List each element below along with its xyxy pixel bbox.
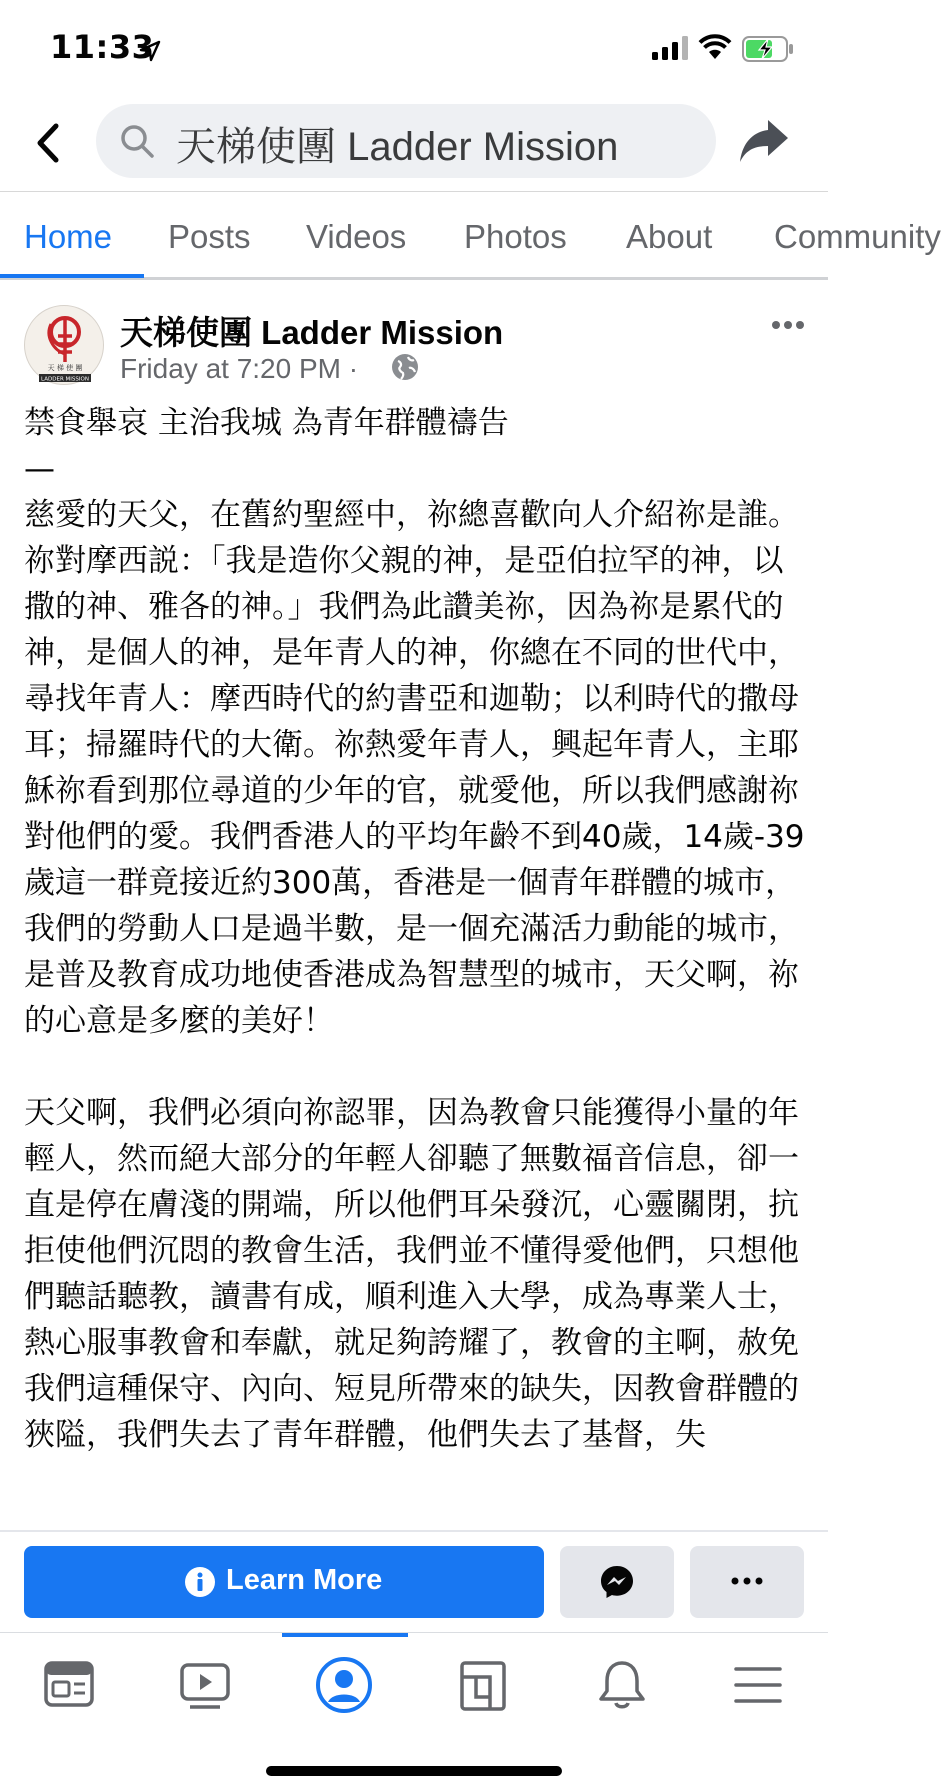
more-options-icon[interactable] bbox=[770, 319, 806, 331]
post-paragraph: 天父啊，我們必須向祢認罪，因為教會只能獲得小量的年輕人，然而絕大部分的年輕人卻聽了無數福音信息，卻一直是停在膚淺的開端，所以他們耳朵發沉，心靈關閉，抗拒使他們沉悶的教會生活，我們並不懂得愛他們，只想他們聽話聽教，讀書有成，順利進入大學，成為專業人士，熱心服事教會和奉獻，就足夠誇耀了，教會的主啊，赦免我們這種保守、內向、短見所帶來的缺失，因教會群體的狹隘，我們失去了青年群體，他們失去了基督，失 bbox=[24, 1095, 799, 1453]
marketplace-icon[interactable] bbox=[452, 1655, 512, 1715]
post-paragraph: 慈愛的天父，在舊約聖經中，祢總喜歡向人介紹祢是誰。祢對摩西説：「我是造你父親的神，是亞伯拉罕的神，以撒的神、雅各的神。」我們為此讚美祢，因為祢是累代的神，是個人的神，是年青人的神，你總在不同的世代中，尋找年青人：摩西時代的約書亞和迦勒；以利時代的撒母耳；掃羅時代的大衛。祢熱愛年青人，興起年青人，主耶穌祢看到那位尋道的少年的官，就愛他，所以我們感謝祢對他們的愛。我們香港人的平均年齡不到40歲，14歲-39歲這一群竟接近約300萬，香港是一個青年群體的城市，我們的勞動人口是過半數，是一個充滿活力動能的城市，是普及教育成功地使香港成為智慧型的城市，天父啊，祢的心意是多麼的美好！ bbox=[24, 497, 805, 1039]
more-actions-button[interactable] bbox=[690, 1546, 804, 1618]
page-name[interactable]: 天梯使團 Ladder Mission bbox=[120, 314, 504, 351]
location-arrow-icon bbox=[139, 40, 161, 62]
menu-hamburger-icon[interactable] bbox=[728, 1655, 788, 1715]
post-text bbox=[24, 400, 814, 1530]
globe-icon bbox=[390, 352, 420, 382]
info-icon bbox=[184, 1566, 216, 1598]
search-icon bbox=[118, 122, 156, 160]
tab-photos[interactable]: Photos bbox=[464, 218, 567, 255]
tab-about[interactable]: About bbox=[626, 218, 713, 255]
home-indicator[interactable] bbox=[266, 1766, 562, 1776]
ladder-mission-logo bbox=[25, 306, 105, 386]
post-timestamp: Friday at 7:20 PM · bbox=[120, 353, 359, 384]
profile-pages-icon[interactable] bbox=[314, 1655, 374, 1715]
active-tab-indicator bbox=[0, 274, 144, 278]
svg-text:LADDER MISSION: LADDER MISSION bbox=[41, 376, 89, 383]
page-action-bar bbox=[0, 1532, 828, 1632]
tab-posts[interactable]: Posts bbox=[168, 218, 251, 255]
notifications-bell-icon[interactable] bbox=[592, 1655, 652, 1715]
tab-videos[interactable]: Videos bbox=[306, 218, 407, 255]
search-query-text: 天梯使團 Ladder Mission bbox=[176, 125, 619, 169]
back-chevron-icon[interactable] bbox=[28, 118, 68, 168]
navigation-bar bbox=[0, 96, 828, 192]
messenger-icon bbox=[599, 1564, 635, 1600]
cellular-signal-icon bbox=[652, 36, 688, 60]
active-nav-indicator bbox=[282, 1633, 408, 1637]
messenger-button[interactable] bbox=[560, 1546, 674, 1618]
svg-text:天 梯 使 團: 天 梯 使 團 bbox=[47, 364, 83, 372]
post-header bbox=[0, 283, 828, 393]
tab-home[interactable]: Home bbox=[24, 218, 113, 255]
news-feed-icon[interactable] bbox=[40, 1655, 100, 1715]
battery-charging-icon bbox=[742, 36, 794, 62]
learn-more-label: Learn More bbox=[226, 1564, 383, 1596]
status-time: 11:33 bbox=[50, 28, 155, 66]
page-avatar[interactable] bbox=[24, 305, 104, 385]
tab-community[interactable]: Community bbox=[774, 218, 941, 255]
status-bar bbox=[0, 0, 828, 96]
wifi-icon bbox=[698, 34, 732, 60]
ellipsis-icon bbox=[730, 1576, 764, 1586]
search-field[interactable] bbox=[96, 104, 716, 178]
page-tabs bbox=[0, 192, 941, 280]
watch-video-icon[interactable] bbox=[176, 1655, 236, 1715]
share-arrow-icon[interactable] bbox=[738, 118, 790, 164]
post-paragraph: 禁食舉哀 主治我城 為青年群體禱告 — bbox=[24, 405, 509, 487]
learn-more-button[interactable] bbox=[24, 1546, 544, 1618]
